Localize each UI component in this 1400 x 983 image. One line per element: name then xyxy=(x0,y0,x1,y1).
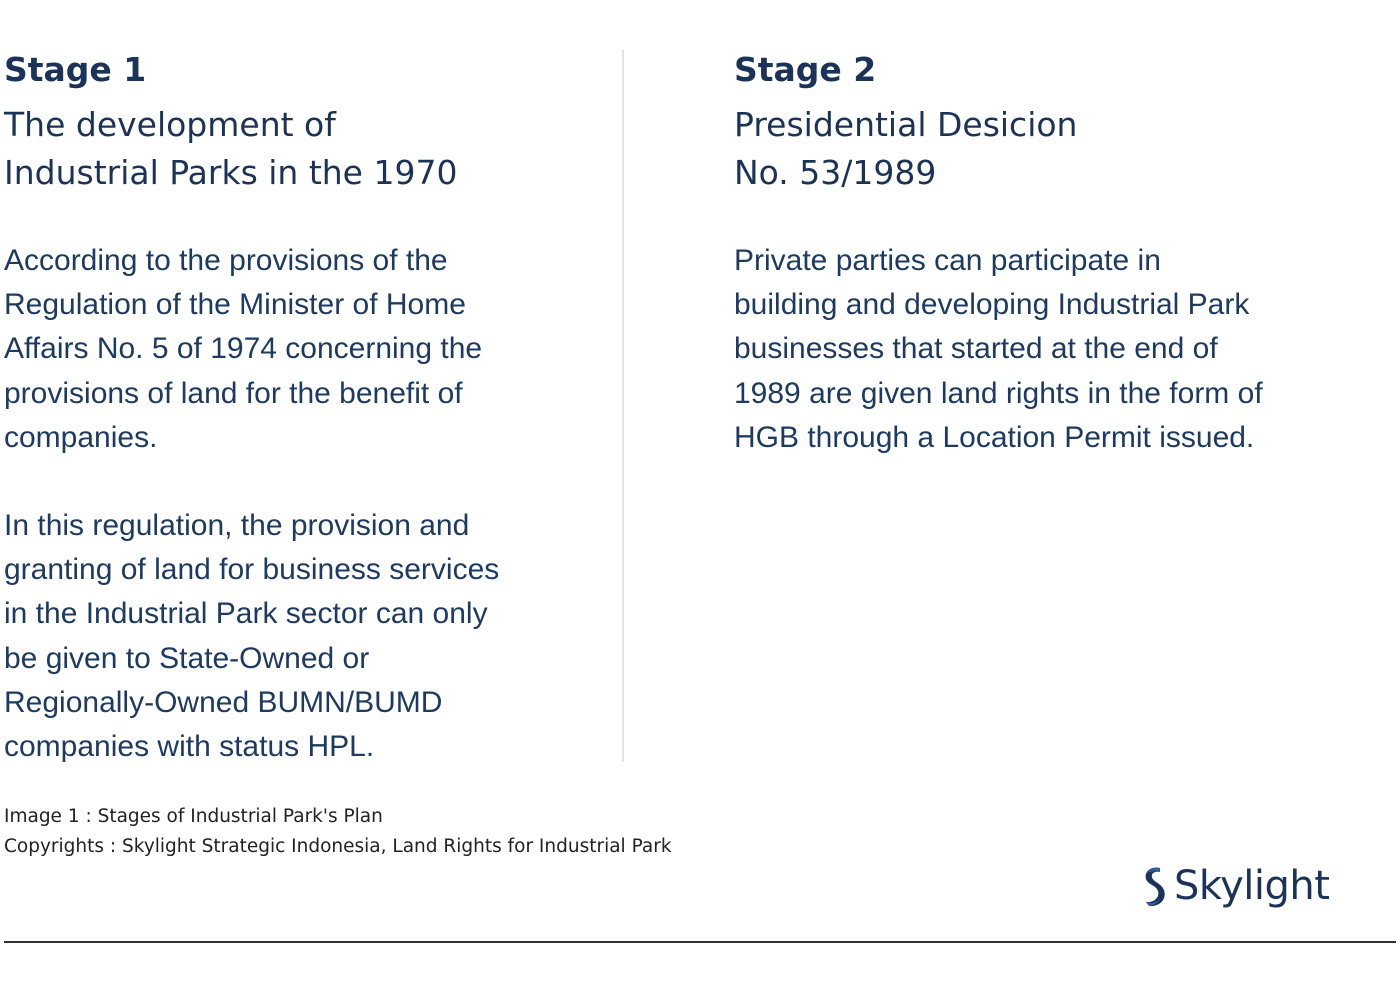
text-line: businesses that started at the end of xyxy=(734,332,1218,366)
text-line: Affairs No. 5 of 1974 concerning the xyxy=(4,332,483,366)
stage-1-paragraph-1 xyxy=(4,239,604,460)
caption-title: Image 1 : Stages of Industrial Park's Plan xyxy=(4,806,383,827)
text-line: companies with status HPL. xyxy=(4,730,375,764)
stage-2-column xyxy=(734,48,1374,460)
text-line: building and developing Industrial Park xyxy=(734,288,1250,322)
column-divider xyxy=(622,50,624,762)
stage-1-title-line: Industrial Parks in the 1970 xyxy=(4,153,458,192)
text-line: Regulation of the Minister of Home xyxy=(4,288,466,322)
text-line: granting of land for business services xyxy=(4,553,500,587)
stage-2-title-line: No. 53/1989 xyxy=(734,153,937,192)
stage-1-column xyxy=(4,48,604,769)
stage-2-title-line: Presidential Desicion xyxy=(734,105,1078,144)
caption-copyright: Copyrights : Skylight Strategic Indonesia, Land Rights for Industrial Park xyxy=(4,836,672,857)
text-line: According to the provisions of the xyxy=(4,244,448,277)
image-caption xyxy=(4,802,672,862)
text-line: HGB through a Location Permit issued. xyxy=(734,420,1255,454)
text-line: In this regulation, the provision and xyxy=(4,509,470,543)
text-line: Regionally-Owned BUMN/BUMD xyxy=(4,685,443,719)
stage-2-paragraph-1 xyxy=(734,239,1374,460)
stage-1-title xyxy=(4,101,604,197)
skylight-logo xyxy=(1140,862,1329,910)
footer-rule xyxy=(4,941,1396,943)
text-line: in the Industrial Park sector can only xyxy=(4,597,488,631)
logo-wordmark: Skylight xyxy=(1174,863,1330,909)
stage-1-title-line: The development of xyxy=(4,105,336,144)
text-line: 1989 are given land rights in the form of xyxy=(734,376,1263,410)
text-line: Private parties can participate in xyxy=(734,244,1161,277)
text-line: be given to State-Owned or xyxy=(4,641,370,675)
stage-2-label: Stage 2 xyxy=(734,50,877,89)
skylight-s-logo-icon xyxy=(1140,864,1168,908)
text-line: companies. xyxy=(4,420,158,454)
stage-1-label: Stage 1 xyxy=(4,50,147,89)
stage-2-title xyxy=(734,101,1374,197)
text-line: provisions of land for the benefit of xyxy=(4,376,463,410)
stage-1-paragraph-2 xyxy=(4,504,604,769)
